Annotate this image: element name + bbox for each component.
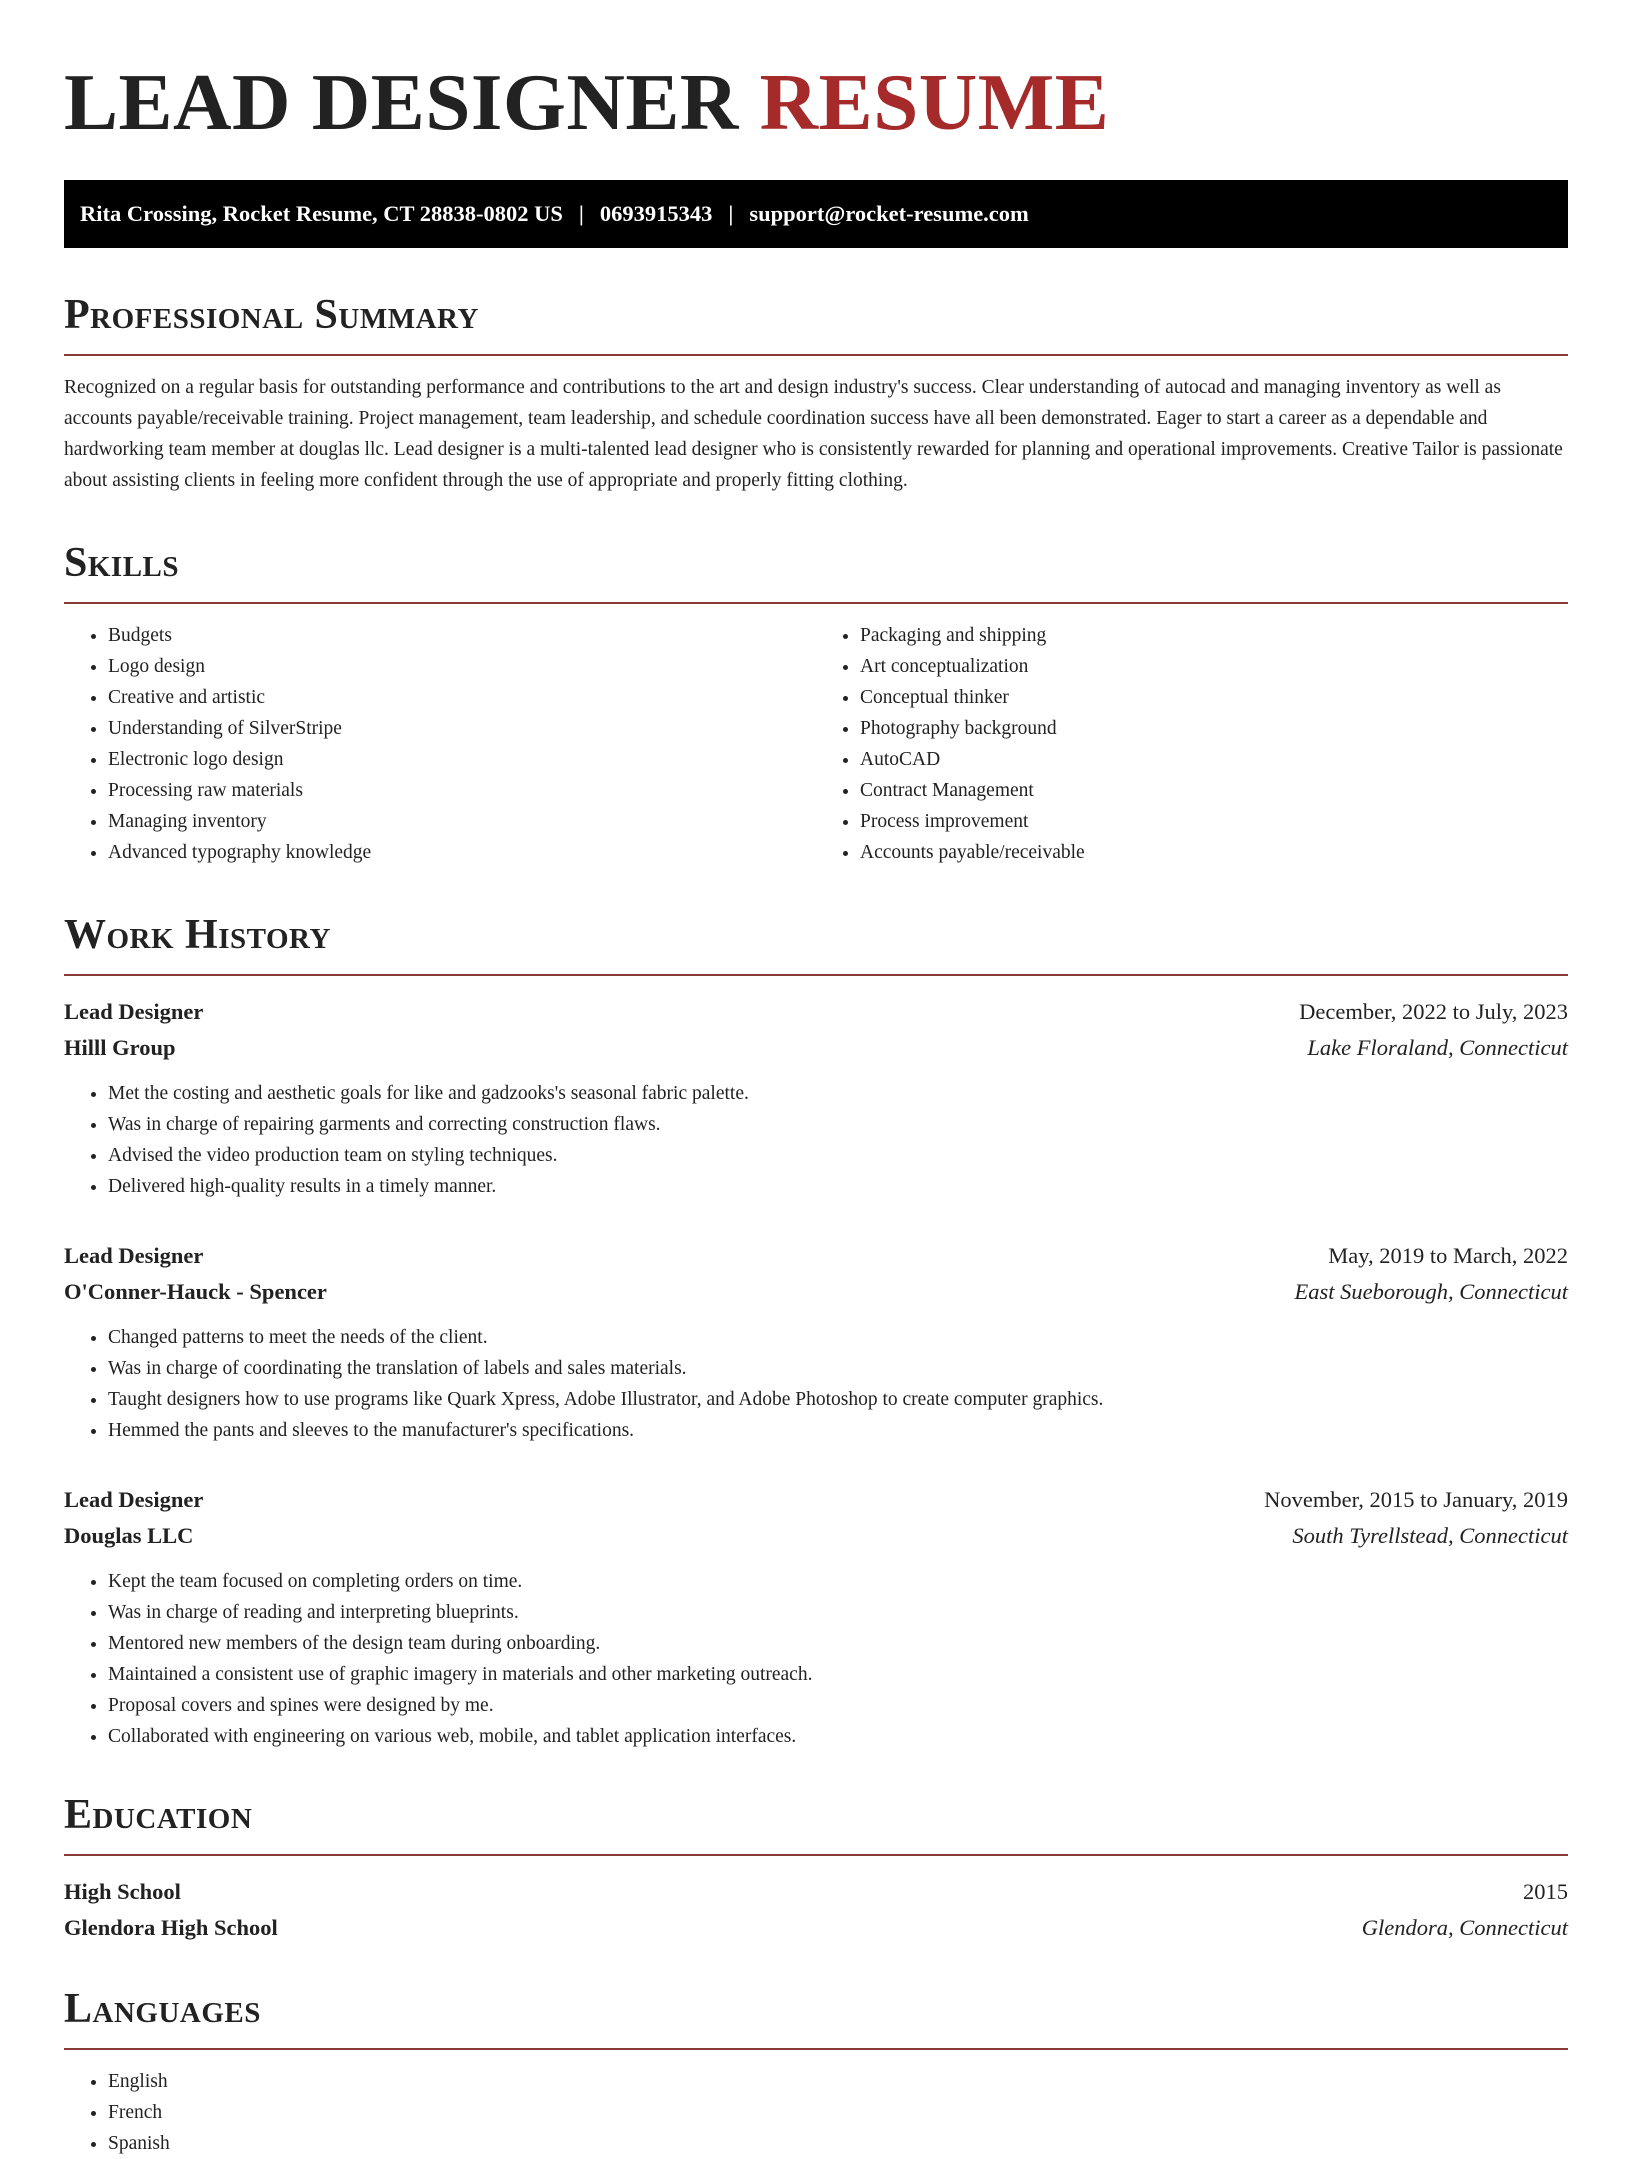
summary-text: Recognized on a regular basis for outstanding performance and contributions to the art and design industry's success. Clear understanding of autocad and managing inventory as well as accounts payable/receivable training. Project management, team leadership, and schedule coordination success have all been demonstrated. Eager to start a career as a dependable and hardworking team member at douglas llc. Lead designer is a multi-talented lead designer who is consistently rewarded for planning and operational improvements. Creative Tailor is passionate about assisting clients in feeling more confident through the use of appropriate and properly fitting clothing.: [64, 377, 1563, 491]
job-title: Lead Designer: [64, 1243, 204, 1268]
work-history-heading: Work History: [64, 910, 1568, 976]
job-bullet: • Was in charge of repairing garments and correcting construction flaws.: [108, 1109, 1568, 1140]
skill-item: • Art conceptualization: [860, 651, 1568, 682]
education-location: Glendora, Connecticut: [1361, 1915, 1568, 1940]
job-dates: December, 2022 to July, 2023: [1299, 999, 1568, 1024]
skills-list-left: [64, 620, 816, 868]
job-dates: May, 2019 to March, 2022: [1328, 1243, 1568, 1268]
summary-section: [64, 290, 1568, 496]
job-bullet: • Delivered high-quality results in a timely manner.: [108, 1171, 1568, 1202]
skill-item: • Managing inventory: [108, 806, 816, 837]
skill-item: • Packaging and shipping: [860, 620, 1568, 651]
job-bullet: • Mentored new members of the design team during onboarding.: [108, 1628, 1568, 1659]
job-bullet: • Collaborated with engineering on various web, mobile, and tablet application interfaces.: [108, 1721, 1568, 1752]
skill-item: • Accounts payable/receivable: [860, 837, 1568, 868]
contact-separator: |: [728, 201, 734, 226]
languages-list: [64, 2066, 1568, 2159]
job-location: Lake Floraland, Connecticut: [1307, 1035, 1568, 1060]
skills-heading: Skills: [64, 538, 1568, 604]
skill-item: • Processing raw materials: [108, 775, 816, 806]
contact-bar: [64, 180, 1568, 248]
language-item: • English: [108, 2066, 1568, 2097]
job-bullet: • Hemmed the pants and sleeves to the manufacturer's specifications.: [108, 1415, 1568, 1446]
resume-page: [64, 0, 1568, 2159]
job-bullet: • Advised the video production team on styling techniques.: [108, 1140, 1568, 1171]
job-bullet: • Proposal covers and spines were designed by me.: [108, 1690, 1568, 1721]
skill-item: • Photography background: [860, 713, 1568, 744]
language-item: • French: [108, 2097, 1568, 2128]
job-location: South Tyrellstead, Connecticut: [1292, 1523, 1568, 1548]
skill-item: • Electronic logo design: [108, 744, 816, 775]
job-company: O'Conner-Hauck - Spencer: [64, 1279, 327, 1304]
skill-item: • Logo design: [108, 651, 816, 682]
job-bullet: • Taught designers how to use programs like Quark Xpress, Adobe Illustrator, and Adobe Photoshop to create computer graphics.: [108, 1384, 1568, 1415]
education-entry: [64, 1874, 1568, 1946]
job-location: East Sueborough, Connecticut: [1294, 1279, 1568, 1304]
skills-section: [64, 538, 1568, 868]
work-history-section: [64, 910, 1568, 1752]
skill-item: • Budgets: [108, 620, 816, 651]
skill-item: • Understanding of SilverStripe: [108, 713, 816, 744]
education-section: [64, 1790, 1568, 1946]
summary-heading: Professional Summary: [64, 290, 1568, 356]
skill-item: • Process improvement: [860, 806, 1568, 837]
contact-separator: |: [578, 201, 584, 226]
job-bullets: [64, 1078, 1568, 1202]
job-title: Lead Designer: [64, 999, 204, 1024]
skills-list-right: [816, 620, 1568, 868]
languages-heading: Languages: [64, 1984, 1568, 2050]
education-year: 2015: [1523, 1879, 1568, 1904]
education-school: Glendora High School: [64, 1915, 278, 1940]
languages-section: [64, 1984, 1568, 2159]
job-entry: [64, 1482, 1568, 1752]
job-dates: November, 2015 to January, 2019: [1264, 1487, 1568, 1512]
skill-item: • Contract Management: [860, 775, 1568, 806]
job-bullets: [64, 1566, 1568, 1752]
resume-title: [64, 54, 1568, 150]
contact-address: Rita Crossing, Rocket Resume, CT 28838-0802 US: [80, 201, 563, 226]
contact-email: support@rocket-resume.com: [749, 201, 1029, 226]
job-entry: [64, 994, 1568, 1202]
resume-title-main: LEAD DESIGNER: [64, 57, 739, 147]
skill-item: • Advanced typography knowledge: [108, 837, 816, 868]
skill-item: • Conceptual thinker: [860, 682, 1568, 713]
job-bullet: • Was in charge of reading and interpreting blueprints.: [108, 1597, 1568, 1628]
job-bullet: • Met the costing and aesthetic goals for like and gadzooks's seasonal fabric palette.: [108, 1078, 1568, 1109]
skill-item: • AutoCAD: [860, 744, 1568, 775]
job-bullet: • Kept the team focused on completing orders on time.: [108, 1566, 1568, 1597]
education-degree: High School: [64, 1879, 181, 1904]
job-company: Hilll Group: [64, 1035, 176, 1060]
resume-title-accent: RESUME: [759, 57, 1110, 147]
job-company: Douglas LLC: [64, 1523, 194, 1548]
job-bullet: • Was in charge of coordinating the translation of labels and sales materials.: [108, 1353, 1568, 1384]
language-item: • Spanish: [108, 2128, 1568, 2159]
education-heading: Education: [64, 1790, 1568, 1856]
job-bullets: [64, 1322, 1568, 1446]
skill-item: • Creative and artistic: [108, 682, 816, 713]
job-bullet: • Maintained a consistent use of graphic imagery in materials and other marketing outreach.: [108, 1659, 1568, 1690]
job-entry: [64, 1238, 1568, 1446]
contact-phone: 0693915343: [599, 201, 713, 226]
skills-columns: [64, 604, 1568, 868]
job-title: Lead Designer: [64, 1487, 204, 1512]
job-bullet: • Changed patterns to meet the needs of the client.: [108, 1322, 1568, 1353]
